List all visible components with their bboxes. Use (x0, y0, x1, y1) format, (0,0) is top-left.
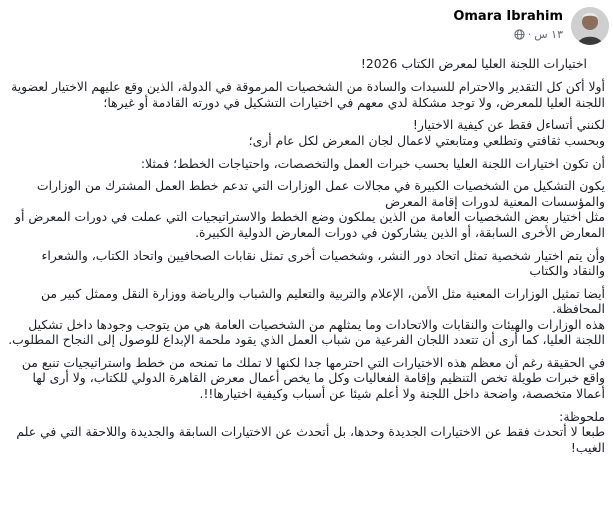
post-meta (514, 28, 563, 41)
paragraph: يكون التشكيل من الشخصيات الكبيرة في مجالات عمل الوزارات التي تدعم خطط العمل المشترك من الوزارات والمؤسسات المعنية لدورات إقامة المعرض مثل اختيار بعض الشخصيات العامة من الذين يملكون وضع الخطط والاستراتيجيات التي عملت في دورات المعرض أو المعارض الأخرى السابقة، أو الذين يشاركون في دورات المعارض الدولية الكبيرة. (15, 178, 605, 240)
paragraph: وأن يتم اختيار شخصية تمثل اتحاد دور النشر، وشخصيات أخرى تمثل نقابات الصحافيين واتحاد الكتاب، والشعراء والنقاد والكتاب (41, 247, 605, 278)
paragraph: في الحقيقة رغم أن معظم هذه الاختيارات التي احترمها جدا لكنها لا تملك ما تمنحه من خطط واستراتيجيات تنبع من واقع خبرات طويلة تخص التنظيم وإقامة الفعاليات وكل ما يخص أعمال معرض القاهرة الدولي للكتاب، ولا أرى لها أعمالا متخصصة، واضحة داخل اللجنة ولا أعلم شيئا عن أسباب وكيفية اختيارها!!. (21, 355, 605, 401)
meta-separator: · (527, 28, 532, 41)
post-body (7, 56, 605, 462)
paragraph: أن تكون اختيارات اللجنة العليا بحسب خبرات العمل والتخصصات، واحتياجات الخطط؛ فمثلا: (140, 155, 605, 171)
paragraph: أيضا تمثيل الوزارات المعنية مثل الأمن، الإعلام والتربية والتعليم والشباب والرياضة ووزارة النقل وممثل كبير من المحافظة. هذه الوزارات والهيئات والنقابات والاتحادات وما يمثلهم من الشخصيات العامة هي من يتوجب وجودها داخل تشكيل اللجنة العليا، كما أرى أن تتعدد اللجان الفرعية من شباب العمل الذي يقود ملحمة الإبداع للوصول إلى النجاح المطلوب. (8, 285, 605, 348)
post-title: اختيارات اللجنة العليا لمعرض الكتاب 2026! (360, 56, 587, 71)
paragraph: لكنني أتساءل فقط عن كيفية الاختيار! وبحسب ثقافتي وتطلعي ومتابعتي لاعمال لجان المعرض لكل عام أرى؛ (248, 117, 605, 148)
paragraph: أولا أكن كل التقدير والاحترام للسيدات والسادة من الشخصيات المرموقة في الدولة، الذين وقع عليهم الاختيار لعضوية اللجنة العليا للمعرض، ولا توجد مشكلة لدي معهم في اختيارات التشكيل في دورته القادمة أو غيرها؛ (11, 79, 605, 110)
post-header (0, 0, 613, 48)
author-name[interactable]: Omara Ibrahim (453, 9, 563, 24)
post-time[interactable]: ١٣ س (534, 28, 563, 41)
avatar-photo-icon (571, 7, 609, 45)
author-avatar[interactable] (571, 7, 609, 45)
paragraph: ملحوظة: طبعا لا أتحدث فقط عن الاختيارات الجديدة وحدها، بل أتحدث عن الاختيارات السابقة والجديدة واللاحقة التي في علم الغيب! (16, 408, 605, 455)
globe-icon (514, 29, 525, 40)
